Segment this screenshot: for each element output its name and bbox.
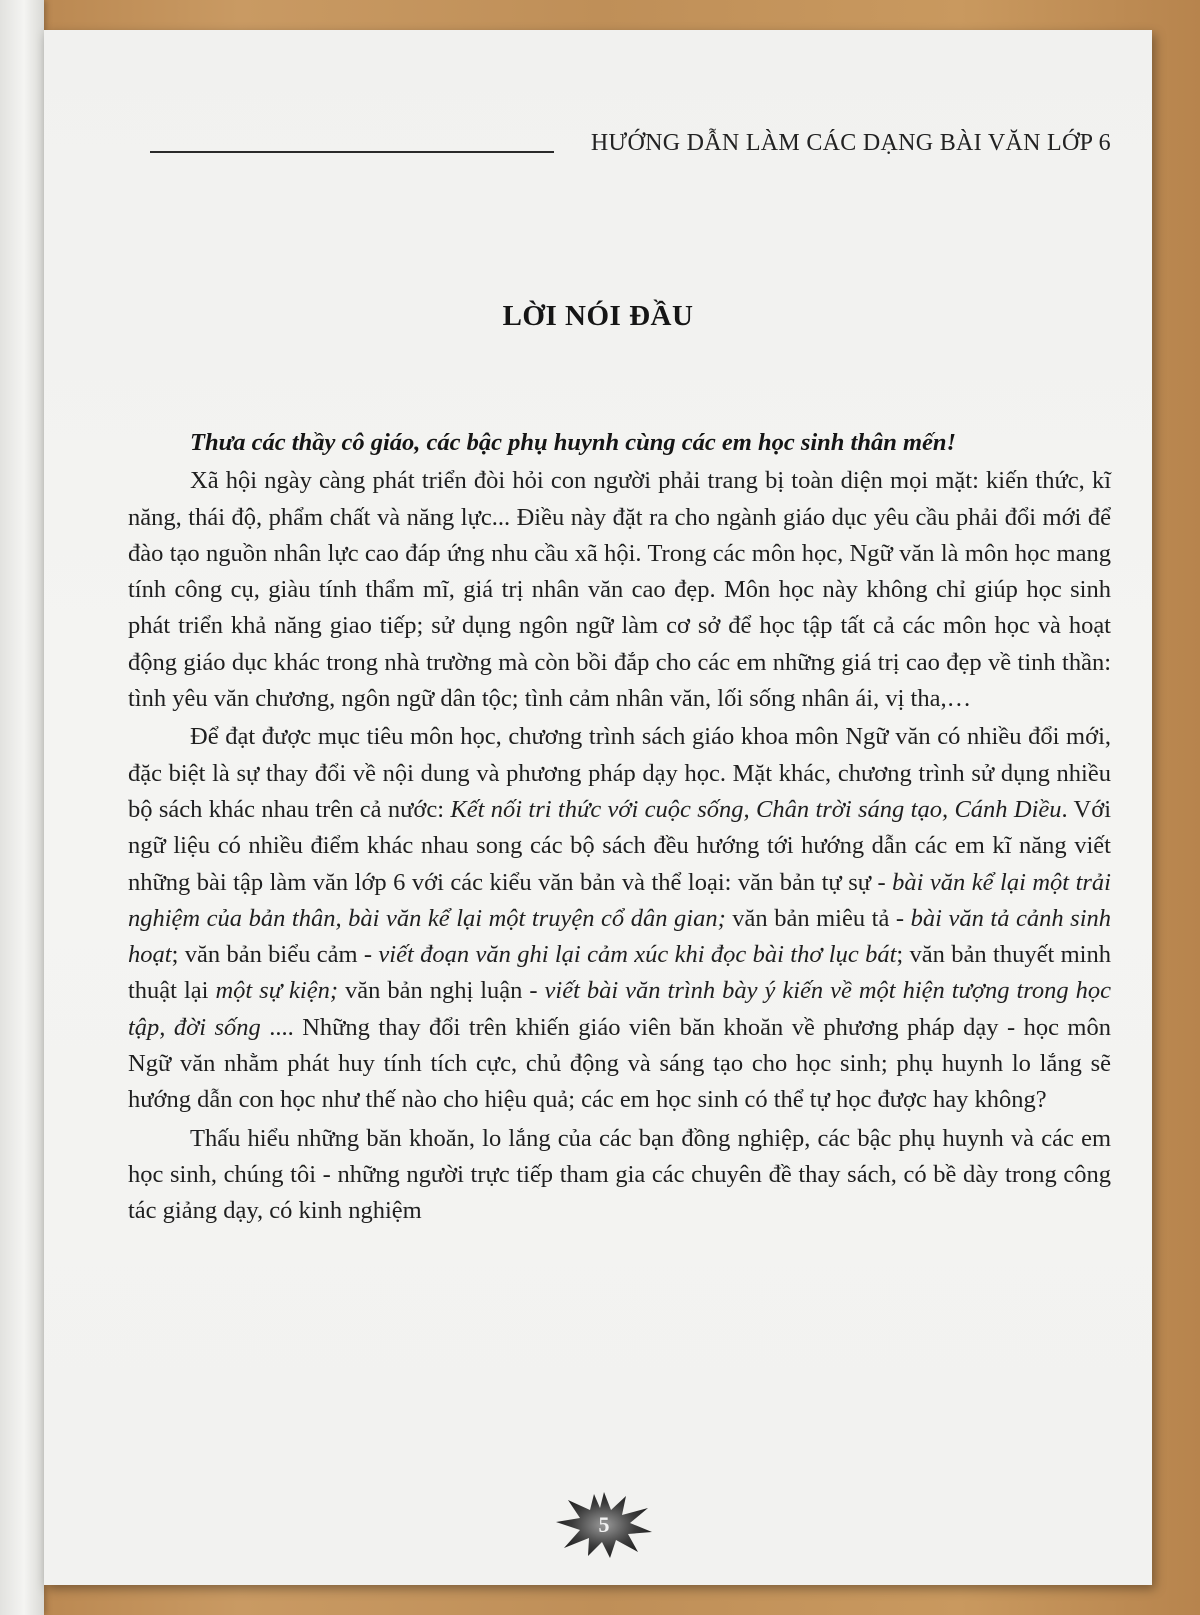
greeting: Thưa các thầy cô giáo, các bậc phụ huynh cùng các em học sinh thân mến!: [190, 429, 957, 456]
paragraph-2-italic: một sự kiện;: [215, 977, 339, 1005]
paragraph-2-italic: bài văn tả cảnh sinh hoạt: [128, 904, 1112, 969]
left-page-edge: [0, 0, 44, 1615]
paragraph-2-text: ; văn bản biểu cảm -: [171, 941, 379, 969]
paragraph-2-text: ; văn bản thuyết minh thuật lại: [128, 941, 1111, 1005]
page-number-badge: [554, 1490, 654, 1560]
paragraph-2-text: Để đạt được mục tiêu môn học, chương trình sách giáo khoa môn Ngữ văn có nhiều đổi mới, đặc biệt là sự thay đổi về nội dung và phương pháp dạy học. Mặt khác, chương trình sử dụng nhiều bộ sách khác nhau trên cả nước:: [128, 723, 1111, 823]
running-header: HƯỚNG DẪN LÀM CÁC DẠNG BÀI VĂN LỚP 6: [590, 130, 1111, 156]
paragraph-2: [128, 719, 1111, 1118]
paragraph-2-italic: viết bài văn trình bày ý kiến về một hiện tượng trong học tập, đời sống: [128, 977, 1111, 1041]
page-title: LỜI NÓI ĐẦU: [502, 300, 694, 332]
starburst-icon: [554, 1490, 654, 1560]
paragraph-1: Xã hội ngày càng phát triển đòi hỏi con người phải trang bị toàn diện mọi mặt: kiến thức, kĩ năng, thái độ, phẩm chất và năng lực... Điều này đặt ra cho ngành giáo dục yêu cầu phải đổi mới để đào tạo nguồn nhân lực cao đáp ứng nhu cầu xã hội. Trong các môn học, Ngữ văn là môn học mang tính công cụ, giàu tính thẩm mĩ, giá trị nhân văn cao đẹp. Môn học này không chỉ giúp học sinh phát triển khả năng giao tiếp; sử dụng ngôn ngữ làm cơ sở để học tập tất cả các môn học và hoạt động giáo dục khác trong nhà trường mà còn bồi đắp cho các em những giá trị cao đẹp về tinh thần: tình yêu văn chương, ngôn ngữ dân tộc; tình cảm nhân văn, lối sống nhân ái, vị tha,…: [128, 467, 1111, 713]
header-rule: [150, 151, 554, 153]
paragraph-2-italic: Kết nối tri thức với cuộc sống, Chân trời sáng tạo, Cánh Diều: [450, 795, 1062, 823]
book-page: [44, 30, 1152, 1585]
paragraph-2-text: văn bản miêu tả -: [725, 904, 911, 932]
paragraph-2-italic: bài văn kể lại một trải nghiệm của bản thân, bài văn kể lại một truyện cổ dân gian;: [128, 868, 1111, 932]
paragraph-2-italic: viết đoạn văn ghi lại cảm xúc khi đọc bài thơ lục bát: [378, 941, 897, 969]
paragraph-2-text: . Với ngữ liệu có nhiều điểm khác nhau song các bộ sách đều hướng tới hướng dẫn các em kĩ năng viết những bài tập làm văn lớp 6 với các kiểu văn bản và thể loại: văn bản tự sự -: [128, 795, 1112, 896]
page-number: 5: [598, 1512, 610, 1537]
body-text: [128, 425, 1111, 1230]
paragraph-2-text: văn bản nghị luận -: [338, 977, 545, 1005]
paragraph-3: Thấu hiểu những băn khoăn, lo lắng của các bạn đồng nghiệp, các bậc phụ huynh và các em học sinh, chúng tôi - những người trực tiếp tham gia các chuyên đề thay sách, có bề dày trong công tác giảng dạy, có kinh nghiệm: [128, 1124, 1111, 1225]
paragraph-2-text: .... Những thay đổi trên khiến giáo viên băn khoăn về phương pháp dạy - học môn Ngữ văn nhằm phát huy tính tích cực, chủ động và sáng tạo cho học sinh; phụ huynh lo lắng sẽ hướng dẫn con học như thế nào cho hiệu quả; các em học sinh có thể tự học được hay không?: [128, 1013, 1111, 1114]
